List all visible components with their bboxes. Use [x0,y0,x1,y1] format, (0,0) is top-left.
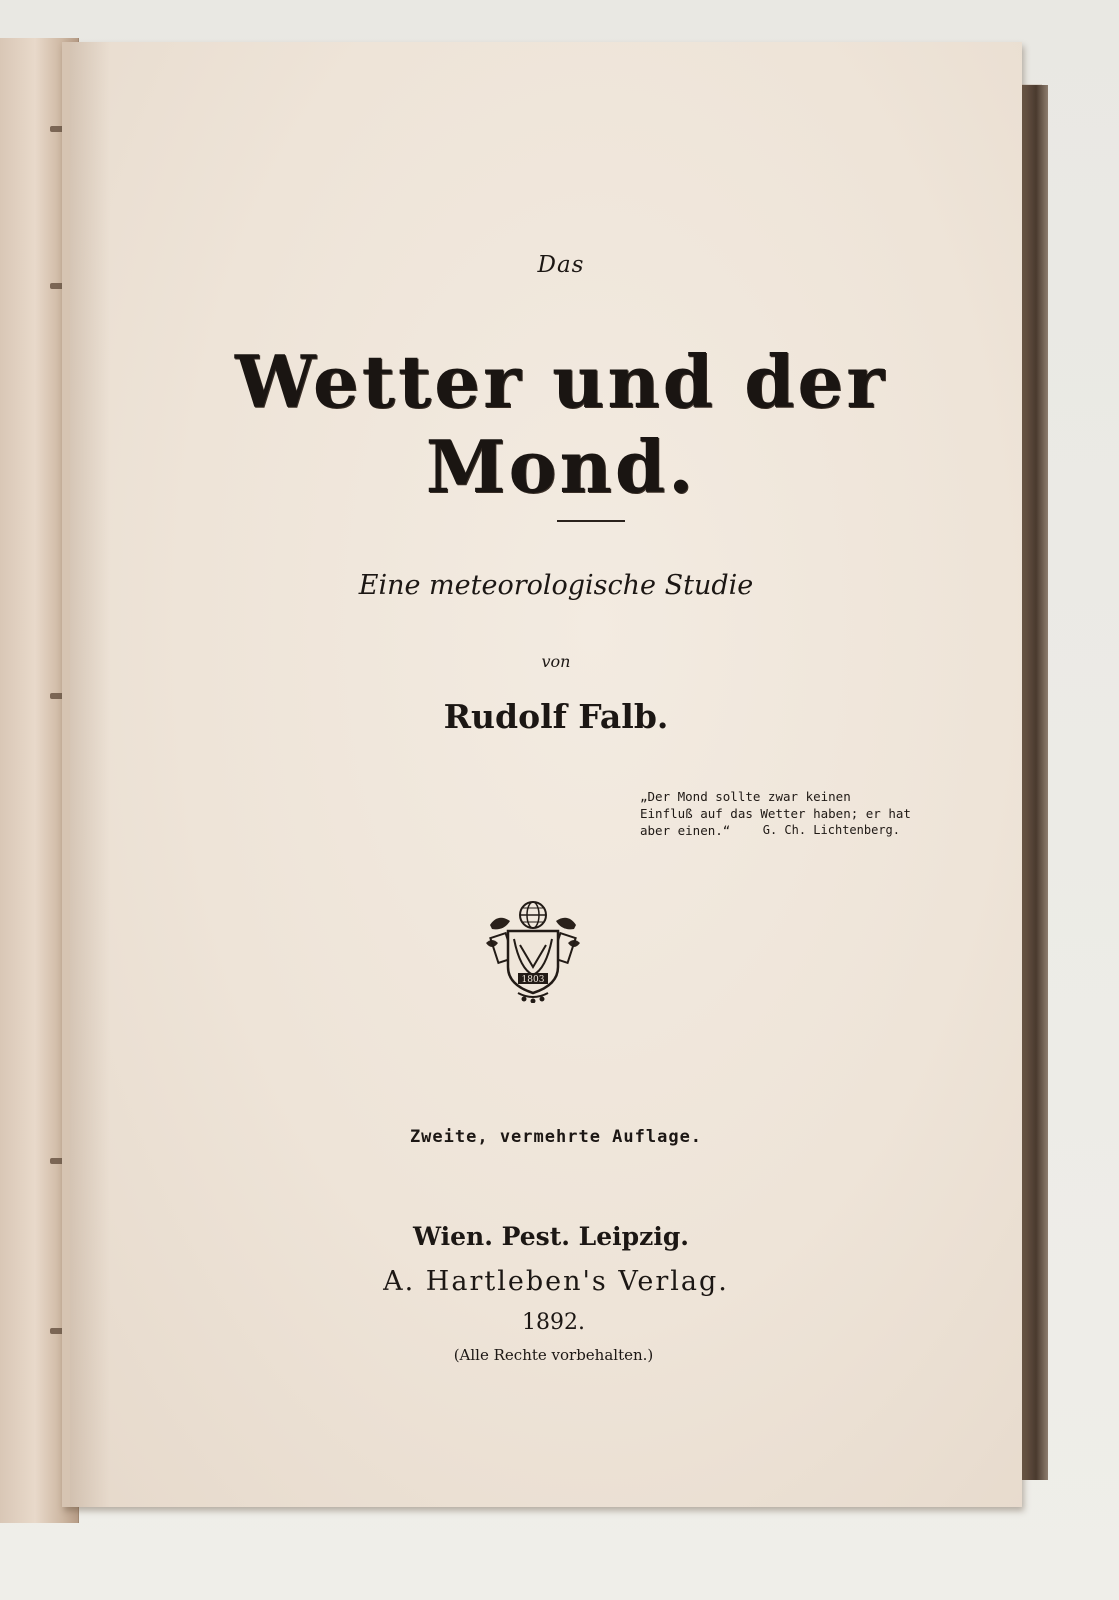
publication-year: 1892. [522,1310,585,1335]
publication-places: Wien. Pest. Leipzig. [412,1222,690,1251]
edition-note: Zweite, vermehrte Auflage. [409,1127,703,1147]
author-name: Rudolf Falb. [443,697,669,736]
svg-text:1803: 1803 [521,975,545,985]
book-subtitle: Eine meteorologische Studie [358,570,754,601]
book-title: Wetter und der Mond. [234,339,888,509]
title-page [62,42,1022,1507]
title-article: Das [537,252,585,278]
publisher-emblem-icon [480,895,586,1003]
title-divider [557,520,625,522]
rights-notice: (Alle Rechte vorbehalten.) [453,1346,654,1364]
epigraph-attribution: G. Ch. Lichtenberg. [762,823,900,837]
epigraph-line: Einfluß auf das Wetter haben; er hat [640,806,911,821]
epigraph [640,788,930,839]
epigraph-line: aber einen.“ [640,823,731,838]
publisher-name: A. Hartleben's Verlag. [383,1266,729,1297]
by-line: von [541,652,571,671]
epigraph-line: „Der Mond sollte zwar keinen [640,789,851,804]
